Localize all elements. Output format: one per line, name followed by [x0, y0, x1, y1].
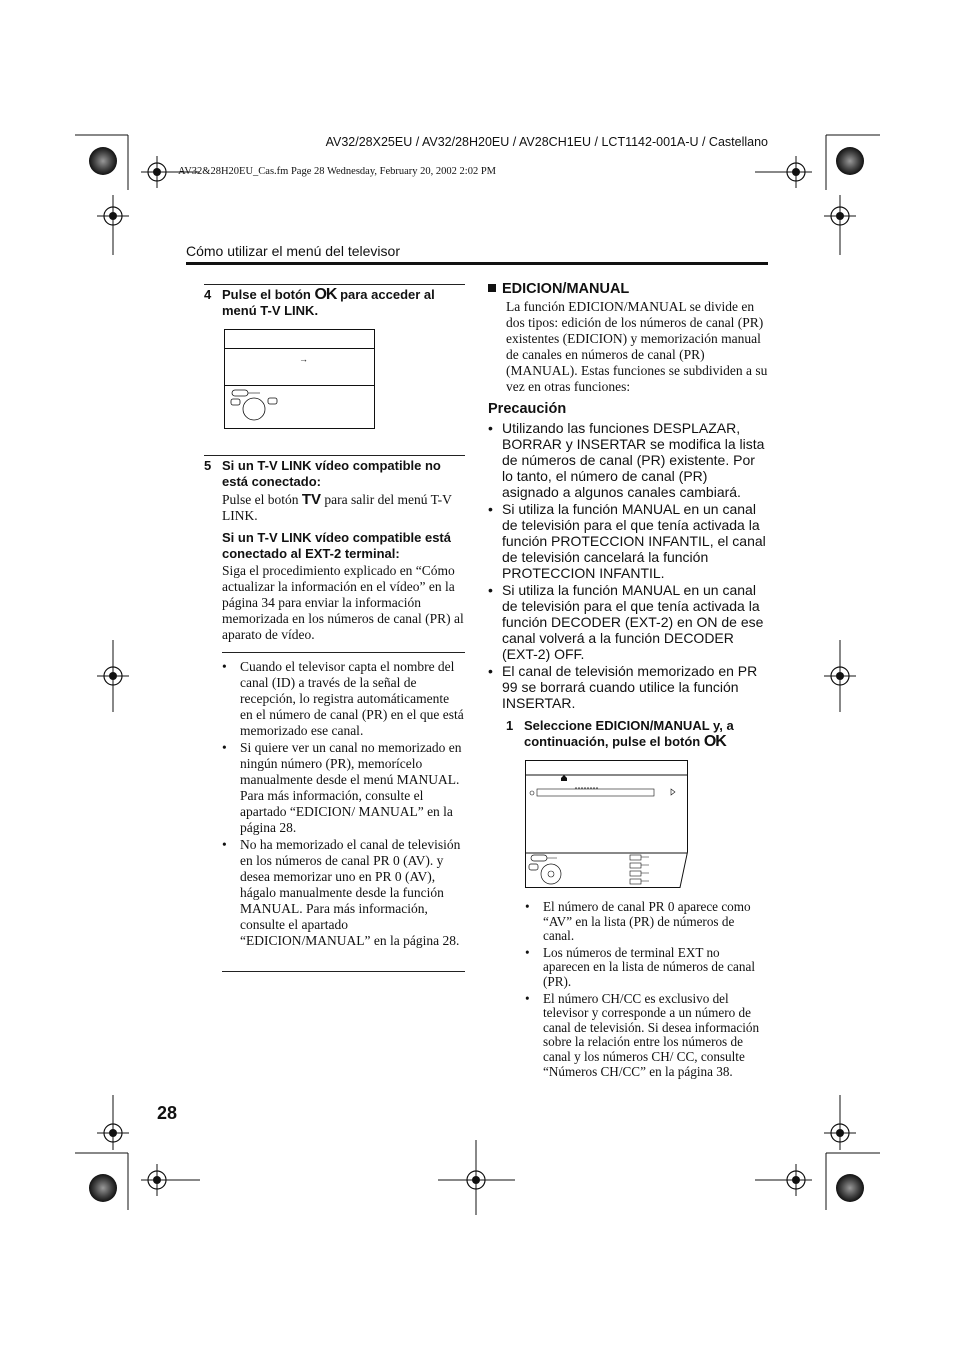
list-item: • Si utiliza la función MANUAL en un canal de televisión para el que tenía activada la función DECODER (EXT-2) en ON de ese canal volverá a la función DECODER (EXT-2) OFF.	[488, 582, 768, 662]
header-rule	[186, 262, 768, 265]
divider	[204, 455, 465, 456]
step-4	[204, 287, 466, 319]
edicion-manual-heading	[488, 281, 629, 297]
step-5	[204, 458, 466, 490]
sub-body: Siga el procedimiento explicado en “Cómo actualizar la información en el vídeo” en la página 34 para enviar la información memorizada en los números de canal (PR) al aparato de vídeo.	[222, 563, 464, 642]
notes-list	[222, 659, 465, 950]
step-number: 4	[204, 287, 212, 302]
list-item: • Si utiliza la función MANUAL en un canal de televisión para el que tenía activada la función PROTECCION INFANTIL, el canal de televisión cancelará la función PROTECCION INFANTIL.	[488, 501, 768, 581]
list-item: • Los números de terminal EXT no aparecen en la lista de números de canal (PR).	[525, 946, 768, 990]
model-numbers: AV32/28X25EU / AV32/28H20EU / AV28CH1EU / LCT1142-001A-U / Castellano	[325, 135, 768, 149]
heading-text: EDICION/MANUAL	[502, 281, 630, 297]
square-bullet-icon	[488, 284, 496, 292]
divider	[222, 652, 465, 653]
ok-button-glyph: OK	[703, 733, 726, 750]
list-item: • El número CH/CC es exclusivo del televisor y corresponde a un número de canal de televisión. Si desea información sobre la relación entre los números de canal y los números CH/ CC, consulte “Números CH/CC” en la página 38.	[525, 992, 768, 1080]
tv-button-glyph: TV	[301, 491, 322, 508]
step-heading: Si un T-V LINK vídeo compatible no está conectado:	[222, 458, 441, 489]
sub-heading: Si un T-V LINK vídeo compatible está conectado al EXT-2 terminal:	[222, 530, 451, 561]
step-text: Seleccione EDICION/MANUAL y, a continuación, pulse el botón	[524, 718, 734, 749]
remote-buttons-icon	[230, 388, 280, 424]
body-text: Pulse el botón	[222, 492, 302, 507]
step-number: 1	[506, 718, 514, 733]
intro-text: La función EDICION/MANUAL se divide en dos tipos: edición de los números de canal (PR) existentes (EDICION) y memorización manual de canales en números de canal (PR) (MANUAL). Estas funciones se subdividen a su vez en otras funciones:	[506, 299, 768, 394]
list-item: • Cuando el televisor capta el nombre del canal (ID) a través de la señal de recepción, lo registra automáticamente en el número de canal (PR) en el que está memorizado ese canal.	[222, 659, 465, 739]
step-1	[506, 718, 768, 750]
step-5-body	[222, 492, 466, 524]
precaution-list	[488, 420, 768, 712]
right-notes-list	[525, 900, 768, 1080]
list-item: • No ha memorizado el canal de televisión en los números de canal PR 0 (AV). y desea memorizar uno en PR 0 (AV), hágalo manualmente desde la función MANUAL. Para más información, consulte el apartado “EDICION/MANUAL” en la página 28.	[222, 837, 465, 949]
file-info: AV32&28H20EU_Cas.fm Page 28 Wednesday, February 20, 2002 2:02 PM	[178, 166, 497, 177]
body-text: para salir del menú T-V LINK.	[222, 492, 452, 523]
step-number: 5	[204, 458, 212, 473]
divider	[222, 971, 465, 972]
menu-screen-drawing	[525, 760, 689, 888]
tv-menu-screen-tvlink	[224, 329, 375, 429]
precaution-title: Precaución	[488, 401, 567, 417]
tv-menu-screen-edicion	[525, 760, 689, 888]
divider	[204, 284, 465, 285]
ok-button-glyph: OK	[314, 286, 337, 303]
list-item: • El canal de televisión memorizado en PR 99 se borrará cuando utilice la función INSERTAR.	[488, 663, 768, 711]
page-number: 28	[157, 1103, 178, 1123]
list-item: • El número de canal PR 0 aparece como “AV” en la lista (PR) de números de canal.	[525, 900, 768, 944]
section-title: Cómo utilizar el menú del televisor	[186, 243, 400, 259]
step-text: para acceder al menú T-V LINK.	[222, 287, 435, 318]
list-item: • Si quiere ver un canal no memorizado en ningún número (PR), memorícelo manualmente desde el menú MANUAL. Para más información, consulte el apartado “EDICION/ MANUAL” en la página 28.	[222, 740, 465, 836]
list-item: • Utilizando las funciones DESPLAZAR, BORRAR y INSERTAR se modifica la lista de números de canal (PR) existente. Por lo tanto, el número de canal (PR) asignado a algunos canales cambiará.	[488, 420, 768, 500]
arrow-right-icon: →	[299, 354, 308, 364]
step-text: Pulse el botón	[222, 287, 315, 302]
